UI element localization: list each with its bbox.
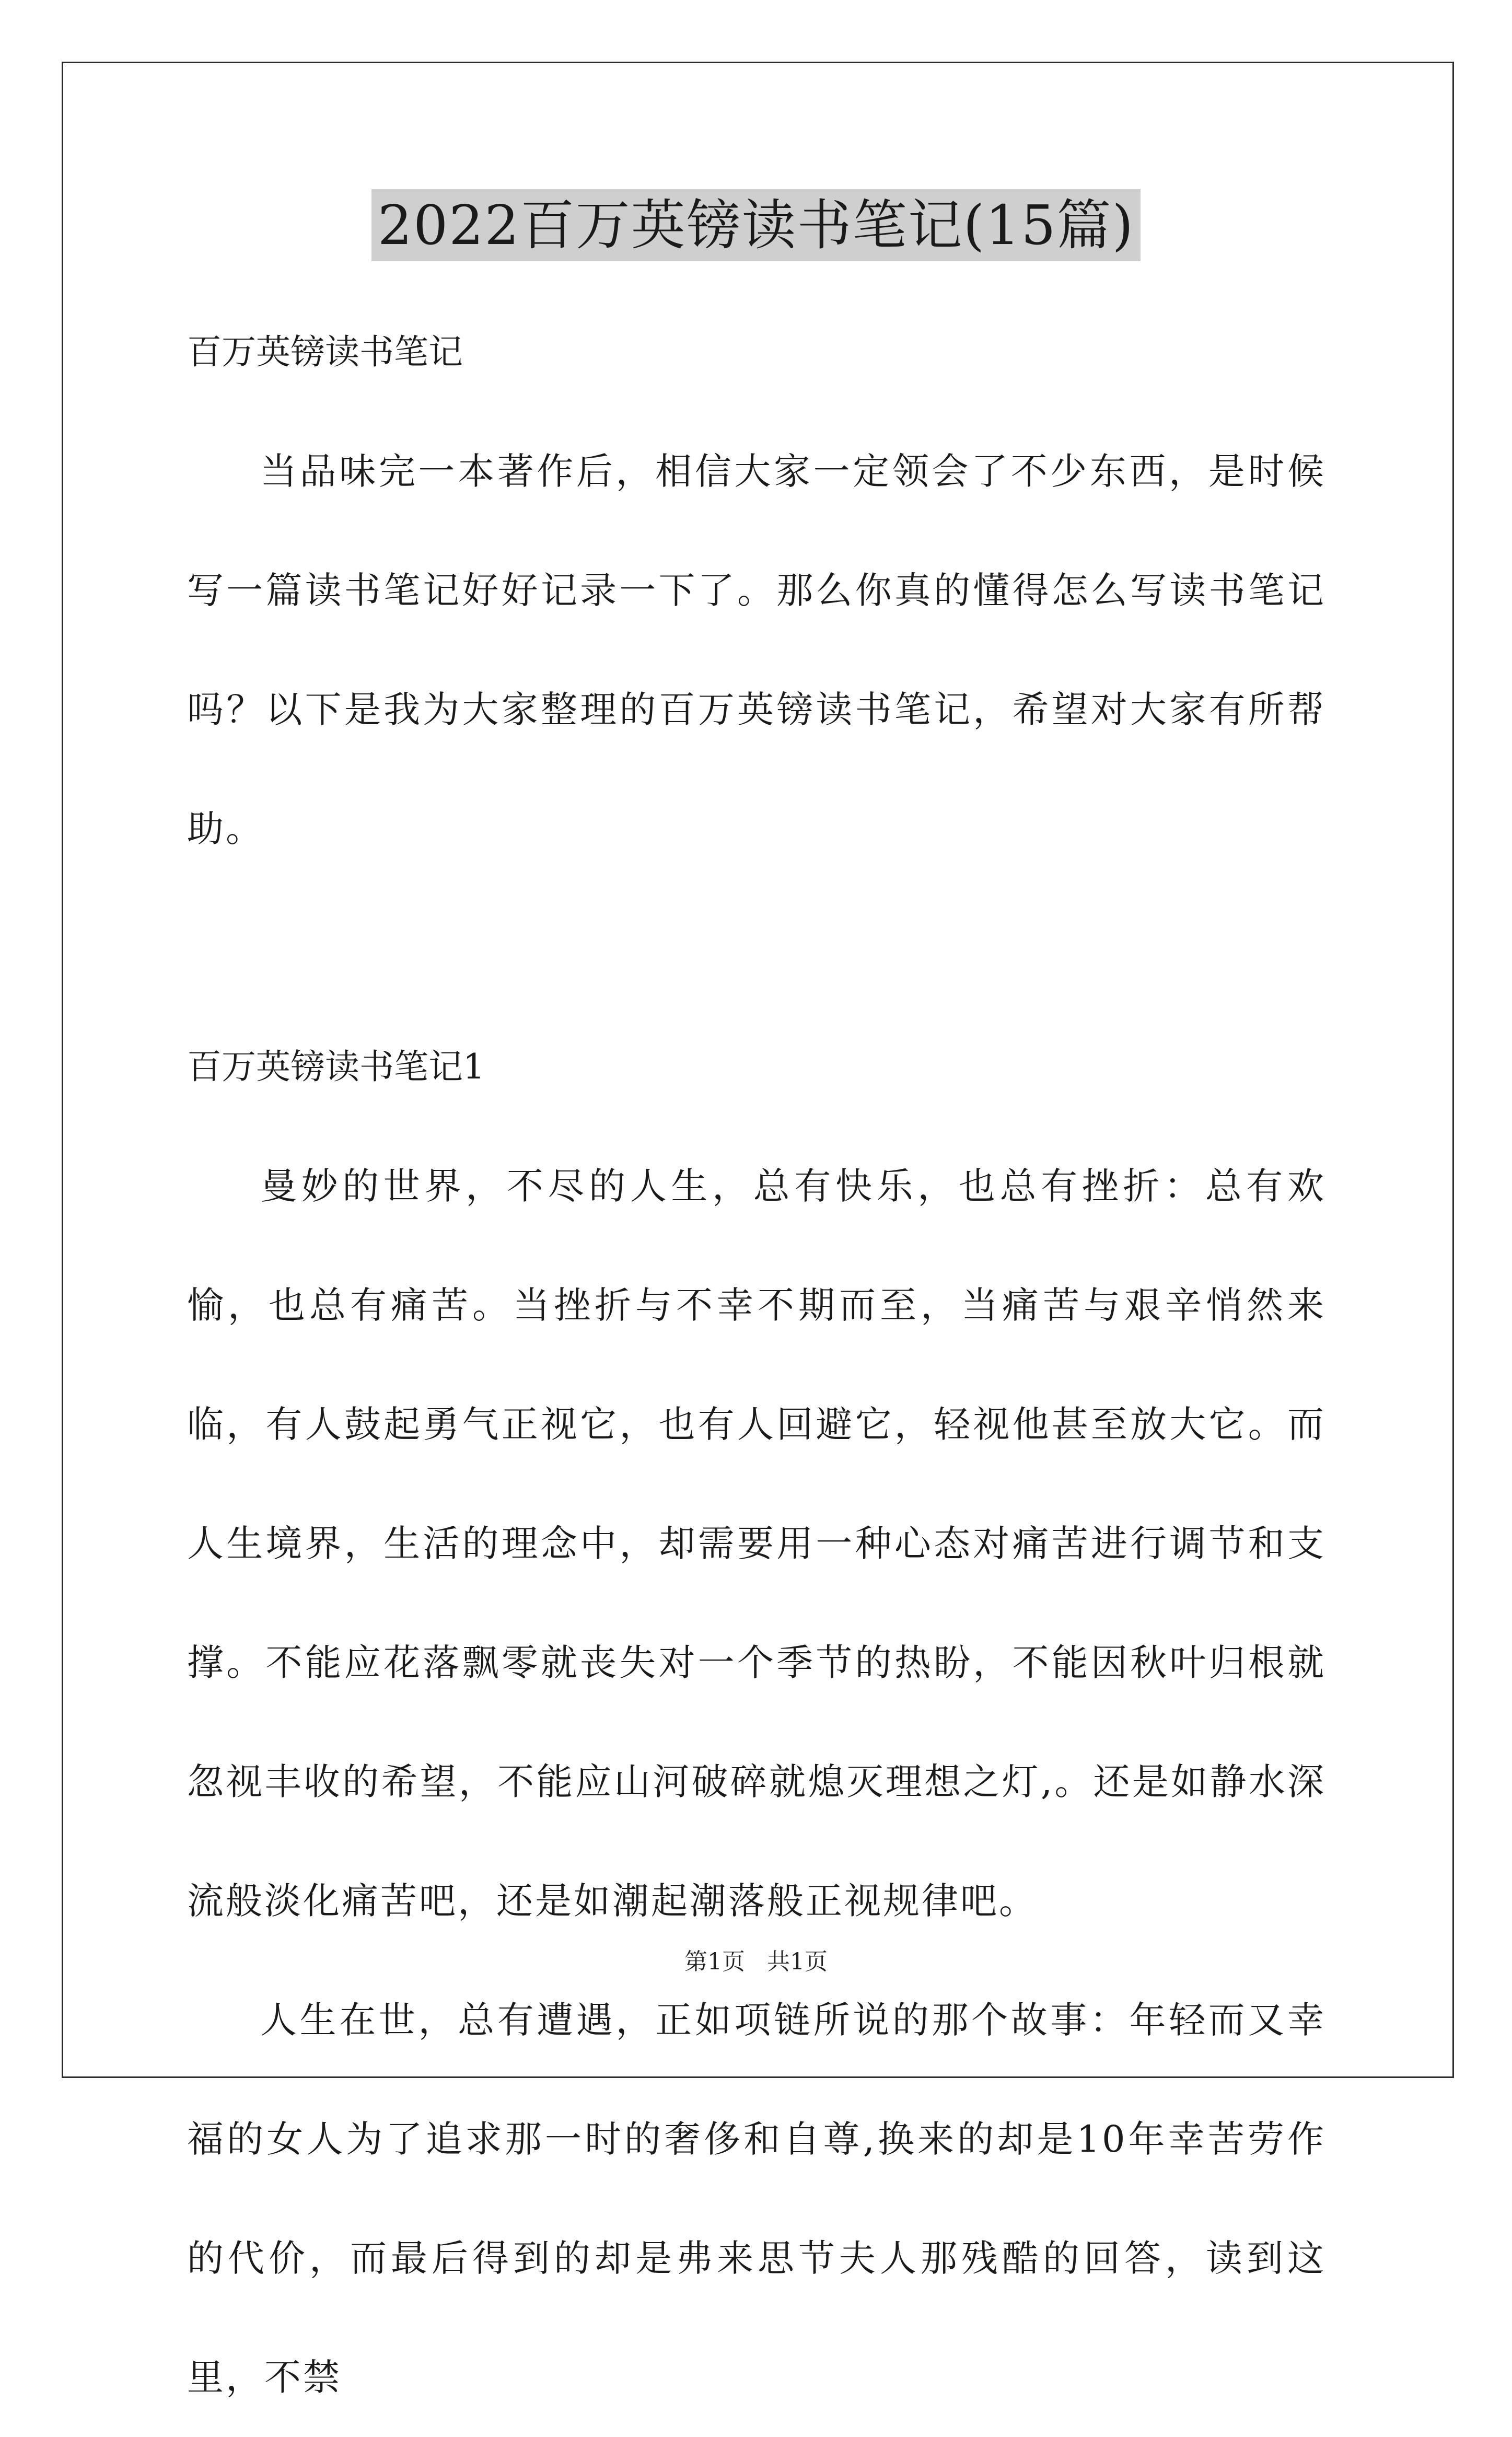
page-footer: 第1页 共1页 bbox=[684, 1948, 828, 1975]
intro-paragraph: 当品味完一本著作后，相信大家一定领会了不少东西，是时候写一篇读书笔记好好记录一下了。那么你真的懂得怎么写读书笔记吗？以下是我为大家整理的百万英镑读书笔记，希望对大家有所帮助。 bbox=[187, 450, 1326, 850]
title-container bbox=[0, 189, 1512, 261]
body-paragraph-1: 曼妙的世界，不尽的人生，总有快乐，也总有挫折：总有欢愉，也总有痛苦。当挫折与不幸不期而至，当痛苦与艰辛悄然来临，有人鼓起勇气正视它，也有人回避它，轻视他甚至放大它。而人生境界，生活的理念中，却需要用一种心态对痛苦进行调节和支撑。不能应花落飘零就丧失对一个季节的热盼，不能因秋叶归根就忽视丰收的希望，不能应山河破碎就熄灭理想之灯,。还是如静水深流般淡化痛苦吧，还是如潮起潮落般正视规律吧。 bbox=[187, 1165, 1326, 1922]
body-paragraph-2: 人生在世，总有遭遇，正如项链所说的那个故事：年轻而又幸福的女人为了追求那一时的奢侈和自尊,换来的却是10年幸苦劳作的代价，而最后得到的却是弗来思节夫人那残酷的回答，读到这里，不禁 bbox=[187, 1999, 1326, 2399]
section-spacer bbox=[187, 888, 1326, 1007]
section-heading: 百万英镑读书笔记1 bbox=[187, 1047, 485, 1087]
document-title: 2022百万英镑读书笔记(15篇) bbox=[371, 189, 1141, 261]
document-body bbox=[187, 293, 1326, 2437]
intro-heading: 百万英镑读书笔记 bbox=[187, 332, 463, 372]
